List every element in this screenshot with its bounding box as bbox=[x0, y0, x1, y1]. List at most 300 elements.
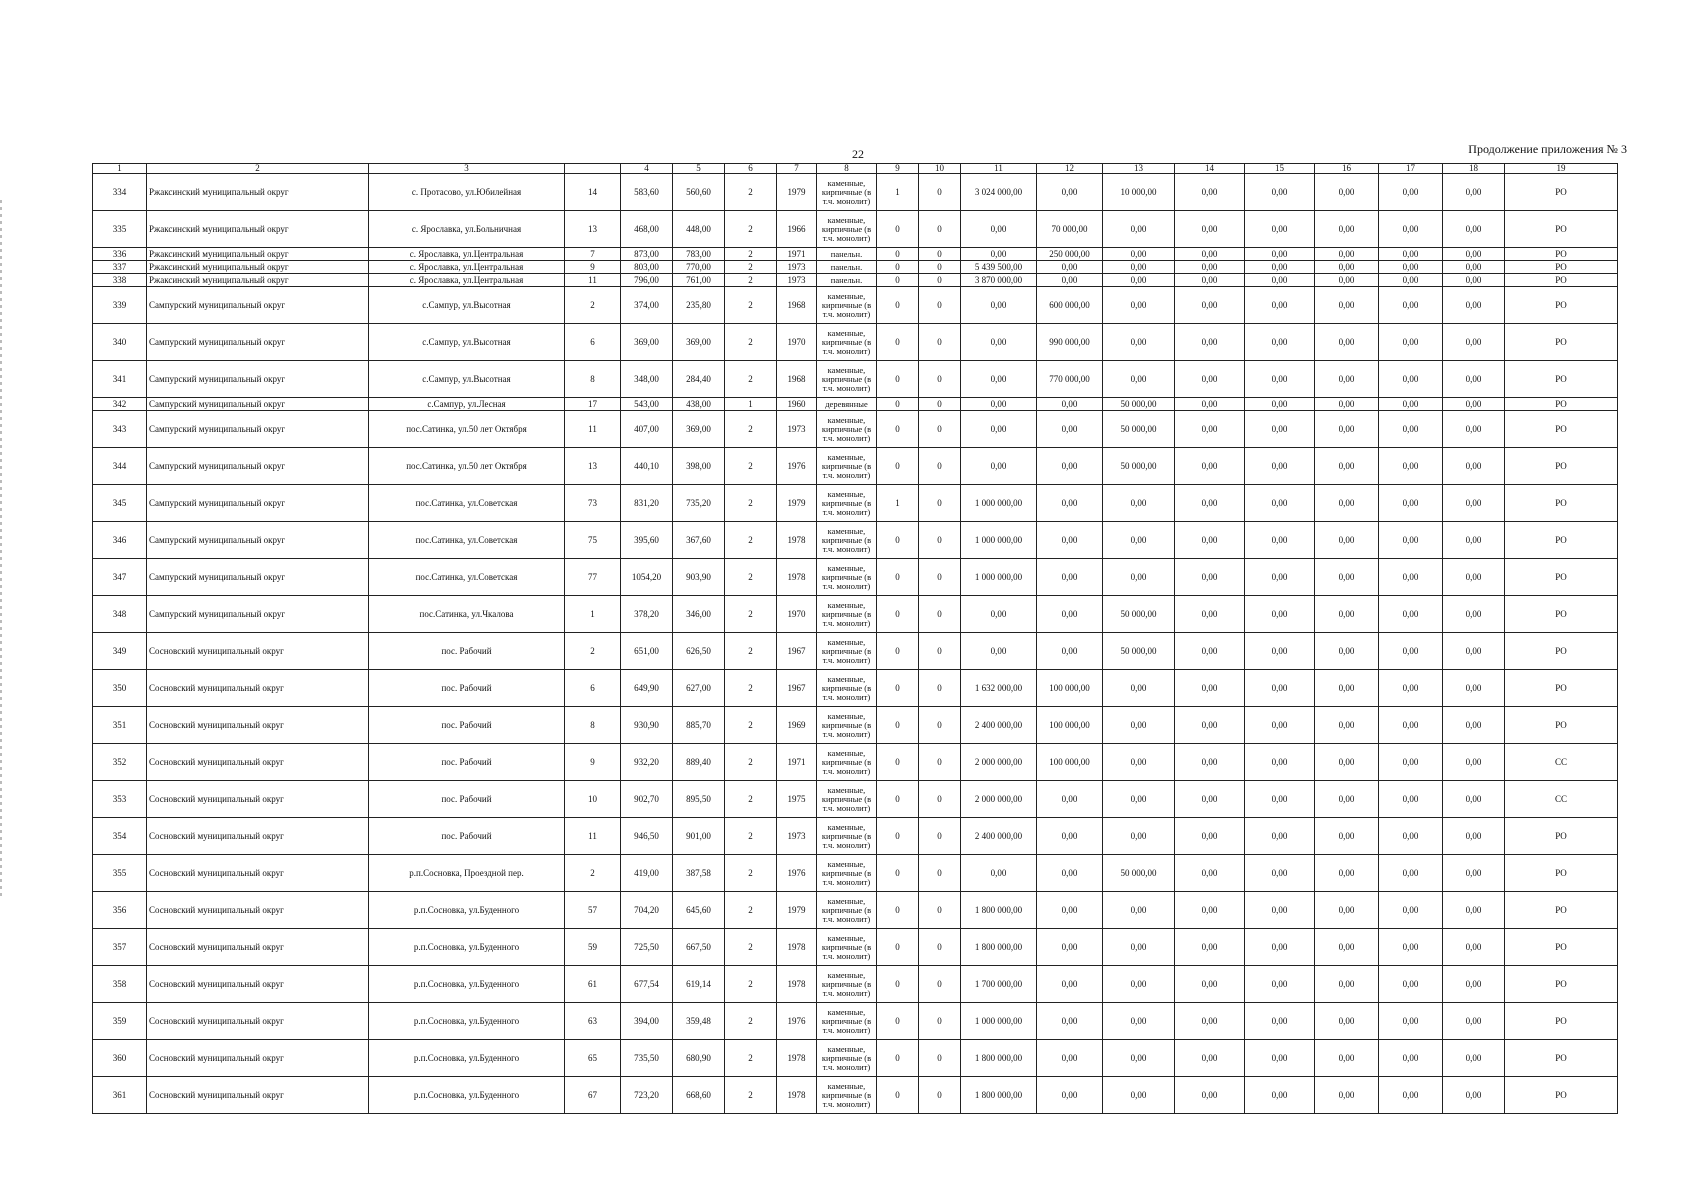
table-row bbox=[93, 855, 1618, 892]
col-6-value: 2 bbox=[725, 707, 777, 744]
col-5-value: 667,50 bbox=[673, 929, 725, 966]
column-number: 16 bbox=[1315, 164, 1379, 174]
table-row bbox=[93, 670, 1618, 707]
col-15-amount: 0,00 bbox=[1245, 411, 1315, 448]
col-15-amount: 0,00 bbox=[1245, 781, 1315, 818]
col-5-value: 903,90 bbox=[673, 559, 725, 596]
house-number: 17 bbox=[565, 398, 621, 411]
col-12-amount: 0,00 bbox=[1037, 596, 1103, 633]
col-12-amount: 0,00 bbox=[1037, 855, 1103, 892]
district-name: Ржаксинский муниципальный округ bbox=[147, 211, 369, 248]
district-name: Ржаксинский муниципальный округ bbox=[147, 174, 369, 211]
col-5-value: 770,00 bbox=[673, 261, 725, 274]
col-10-value: 0 bbox=[919, 855, 961, 892]
house-number: 63 bbox=[565, 1003, 621, 1040]
col-18-amount: 0,00 bbox=[1443, 211, 1505, 248]
district-name: Ржаксинский муниципальный округ bbox=[147, 248, 369, 261]
col-18-amount: 0,00 bbox=[1443, 596, 1505, 633]
col-12-amount: 0,00 bbox=[1037, 559, 1103, 596]
col-11-amount: 0,00 bbox=[961, 855, 1037, 892]
col-13-amount: 0,00 bbox=[1103, 559, 1175, 596]
col-4-value: 651,00 bbox=[621, 633, 673, 670]
col-17-amount: 0,00 bbox=[1379, 174, 1443, 211]
col-14-amount: 0,00 bbox=[1175, 324, 1245, 361]
col-15-amount: 0,00 bbox=[1245, 1040, 1315, 1077]
year-built: 1978 bbox=[777, 1040, 817, 1077]
col-5-value: 901,00 bbox=[673, 818, 725, 855]
year-built: 1978 bbox=[777, 1077, 817, 1114]
col-15-amount: 0,00 bbox=[1245, 707, 1315, 744]
col-10-value: 0 bbox=[919, 248, 961, 261]
col-4-value: 803,00 bbox=[621, 261, 673, 274]
col-14-amount: 0,00 bbox=[1175, 1003, 1245, 1040]
col-4-value: 407,00 bbox=[621, 411, 673, 448]
year-built: 1979 bbox=[777, 174, 817, 211]
house-number: 13 bbox=[565, 448, 621, 485]
wall-material: каменные, кирпичные (в т.ч. монолит) bbox=[817, 411, 877, 448]
house-number: 2 bbox=[565, 287, 621, 324]
col-14-amount: 0,00 bbox=[1175, 248, 1245, 261]
district-name: Сампурский муниципальный округ bbox=[147, 361, 369, 398]
col-4-value: 378,20 bbox=[621, 596, 673, 633]
col-11-amount: 2 000 000,00 bbox=[961, 781, 1037, 818]
col-15-amount: 0,00 bbox=[1245, 670, 1315, 707]
col-9-value: 0 bbox=[877, 324, 919, 361]
col-10-value: 0 bbox=[919, 1003, 961, 1040]
col-17-amount: 0,00 bbox=[1379, 1040, 1443, 1077]
year-built: 1975 bbox=[777, 781, 817, 818]
table-row bbox=[93, 411, 1618, 448]
year-built: 1966 bbox=[777, 211, 817, 248]
row-number: 357 bbox=[93, 929, 147, 966]
col-14-amount: 0,00 bbox=[1175, 485, 1245, 522]
wall-material: каменные, кирпичные (в т.ч. монолит) bbox=[817, 1077, 877, 1114]
wall-material: каменные, кирпичные (в т.ч. монолит) bbox=[817, 559, 877, 596]
wall-material: каменные, кирпичные (в т.ч. монолит) bbox=[817, 707, 877, 744]
col-15-amount: 0,00 bbox=[1245, 818, 1315, 855]
col-15-amount: 0,00 bbox=[1245, 324, 1315, 361]
col-16-amount: 0,00 bbox=[1315, 892, 1379, 929]
col-16-amount: 0,00 bbox=[1315, 559, 1379, 596]
col-11-amount: 3 024 000,00 bbox=[961, 174, 1037, 211]
column-number: 3 bbox=[369, 164, 565, 174]
wall-material: каменные, кирпичные (в т.ч. монолит) bbox=[817, 287, 877, 324]
col-4-value: 873,00 bbox=[621, 248, 673, 261]
col-4-value: 725,50 bbox=[621, 929, 673, 966]
col-18-amount: 0,00 bbox=[1443, 287, 1505, 324]
row-number: 340 bbox=[93, 324, 147, 361]
table-row bbox=[93, 744, 1618, 781]
col-12-amount: 0,00 bbox=[1037, 522, 1103, 559]
district-name: Сосновский муниципальный округ bbox=[147, 892, 369, 929]
house-number: 59 bbox=[565, 929, 621, 966]
row-number: 352 bbox=[93, 744, 147, 781]
district-name: Сампурский муниципальный округ bbox=[147, 287, 369, 324]
col-13-amount: 0,00 bbox=[1103, 274, 1175, 287]
col-18-amount: 0,00 bbox=[1443, 261, 1505, 274]
col-15-amount: 0,00 bbox=[1245, 211, 1315, 248]
col-10-value: 0 bbox=[919, 892, 961, 929]
wall-material: каменные, кирпичные (в т.ч. монолит) bbox=[817, 485, 877, 522]
col-9-value: 0 bbox=[877, 274, 919, 287]
col-10-value: 0 bbox=[919, 670, 961, 707]
column-number: 9 bbox=[877, 164, 919, 174]
year-built: 1979 bbox=[777, 485, 817, 522]
house-number: 10 bbox=[565, 781, 621, 818]
year-built: 1976 bbox=[777, 1003, 817, 1040]
address: пос.Сатинка, ул.Советская bbox=[369, 559, 565, 596]
col-17-amount: 0,00 bbox=[1379, 744, 1443, 781]
col-16-amount: 0,00 bbox=[1315, 287, 1379, 324]
col-15-amount: 0,00 bbox=[1245, 287, 1315, 324]
col-4-value: 543,00 bbox=[621, 398, 673, 411]
wall-material: каменные, кирпичные (в т.ч. монолит) bbox=[817, 781, 877, 818]
col-18-amount: 0,00 bbox=[1443, 707, 1505, 744]
district-name: Сосновский муниципальный округ bbox=[147, 707, 369, 744]
table-row bbox=[93, 211, 1618, 248]
wall-material: каменные, кирпичные (в т.ч. монолит) bbox=[817, 892, 877, 929]
col-14-amount: 0,00 bbox=[1175, 1077, 1245, 1114]
row-number: 346 bbox=[93, 522, 147, 559]
col-15-amount: 0,00 bbox=[1245, 274, 1315, 287]
col-9-value: 0 bbox=[877, 707, 919, 744]
table-row bbox=[93, 892, 1618, 929]
table-row bbox=[93, 818, 1618, 855]
col-17-amount: 0,00 bbox=[1379, 448, 1443, 485]
col-16-amount: 0,00 bbox=[1315, 274, 1379, 287]
col-11-amount: 1 800 000,00 bbox=[961, 1077, 1037, 1114]
col-9-value: 0 bbox=[877, 448, 919, 485]
year-built: 1976 bbox=[777, 855, 817, 892]
col-12-amount: 0,00 bbox=[1037, 411, 1103, 448]
register-table bbox=[92, 163, 1618, 1114]
col-9-value: 0 bbox=[877, 818, 919, 855]
col-13-amount: 0,00 bbox=[1103, 287, 1175, 324]
col-10-value: 0 bbox=[919, 522, 961, 559]
col-5-value: 346,00 bbox=[673, 596, 725, 633]
col-12-amount: 0,00 bbox=[1037, 485, 1103, 522]
address: р.п.Сосновка, ул.Буденного bbox=[369, 1003, 565, 1040]
col-19-code: РО bbox=[1505, 324, 1618, 361]
col-11-amount: 1 800 000,00 bbox=[961, 892, 1037, 929]
col-19-code: РО bbox=[1505, 522, 1618, 559]
house-number: 73 bbox=[565, 485, 621, 522]
house-number: 2 bbox=[565, 855, 621, 892]
district-name: Ржаксинский муниципальный округ bbox=[147, 261, 369, 274]
col-12-amount: 0,00 bbox=[1037, 1077, 1103, 1114]
house-number: 57 bbox=[565, 892, 621, 929]
column-number: 7 bbox=[777, 164, 817, 174]
col-6-value: 2 bbox=[725, 781, 777, 818]
col-13-amount: 0,00 bbox=[1103, 361, 1175, 398]
col-18-amount: 0,00 bbox=[1443, 1003, 1505, 1040]
address: пос.Сатинка, ул.Советская bbox=[369, 522, 565, 559]
col-4-value: 419,00 bbox=[621, 855, 673, 892]
col-19-code: РО bbox=[1505, 485, 1618, 522]
col-19-code: РО bbox=[1505, 398, 1618, 411]
col-12-amount: 0,00 bbox=[1037, 261, 1103, 274]
col-4-value: 796,00 bbox=[621, 274, 673, 287]
address: пос. Рабочий bbox=[369, 781, 565, 818]
address: пос. Рабочий bbox=[369, 818, 565, 855]
col-6-value: 2 bbox=[725, 670, 777, 707]
col-4-value: 932,20 bbox=[621, 744, 673, 781]
row-number: 347 bbox=[93, 559, 147, 596]
address: пос. Рабочий bbox=[369, 744, 565, 781]
col-6-value: 2 bbox=[725, 818, 777, 855]
row-number: 360 bbox=[93, 1040, 147, 1077]
column-number bbox=[565, 164, 621, 174]
col-11-amount: 0,00 bbox=[961, 398, 1037, 411]
col-17-amount: 0,00 bbox=[1379, 248, 1443, 261]
col-19-code: РО bbox=[1505, 892, 1618, 929]
col-11-amount: 0,00 bbox=[961, 361, 1037, 398]
address: с. Ярославка, ул.Центральная bbox=[369, 261, 565, 274]
row-number: 350 bbox=[93, 670, 147, 707]
col-16-amount: 0,00 bbox=[1315, 818, 1379, 855]
district-name: Сосновский муниципальный округ bbox=[147, 818, 369, 855]
year-built: 1971 bbox=[777, 744, 817, 781]
col-11-amount: 0,00 bbox=[961, 211, 1037, 248]
wall-material: панельн. bbox=[817, 261, 877, 274]
address: с. Ярославка, ул.Больничная bbox=[369, 211, 565, 248]
col-19-code: РО bbox=[1505, 1003, 1618, 1040]
col-10-value: 0 bbox=[919, 633, 961, 670]
col-11-amount: 1 800 000,00 bbox=[961, 929, 1037, 966]
col-6-value: 2 bbox=[725, 929, 777, 966]
col-18-amount: 0,00 bbox=[1443, 1077, 1505, 1114]
house-number: 77 bbox=[565, 559, 621, 596]
col-6-value: 2 bbox=[725, 559, 777, 596]
col-14-amount: 0,00 bbox=[1175, 633, 1245, 670]
col-11-amount: 1 000 000,00 bbox=[961, 522, 1037, 559]
col-10-value: 0 bbox=[919, 485, 961, 522]
col-4-value: 723,20 bbox=[621, 1077, 673, 1114]
wall-material: каменные, кирпичные (в т.ч. монолит) bbox=[817, 361, 877, 398]
table-row bbox=[93, 1003, 1618, 1040]
col-11-amount: 1 700 000,00 bbox=[961, 966, 1037, 1003]
col-18-amount: 0,00 bbox=[1443, 361, 1505, 398]
col-17-amount: 0,00 bbox=[1379, 1003, 1443, 1040]
col-15-amount: 0,00 bbox=[1245, 174, 1315, 211]
year-built: 1968 bbox=[777, 287, 817, 324]
col-6-value: 1 bbox=[725, 398, 777, 411]
col-17-amount: 0,00 bbox=[1379, 892, 1443, 929]
table-row bbox=[93, 361, 1618, 398]
col-5-value: 619,14 bbox=[673, 966, 725, 1003]
col-16-amount: 0,00 bbox=[1315, 411, 1379, 448]
col-9-value: 0 bbox=[877, 1077, 919, 1114]
col-5-value: 668,60 bbox=[673, 1077, 725, 1114]
col-16-amount: 0,00 bbox=[1315, 1040, 1379, 1077]
col-4-value: 583,60 bbox=[621, 174, 673, 211]
year-built: 1960 bbox=[777, 398, 817, 411]
house-number: 13 bbox=[565, 211, 621, 248]
wall-material: каменные, кирпичные (в т.ч. монолит) bbox=[817, 966, 877, 1003]
wall-material: каменные, кирпичные (в т.ч. монолит) bbox=[817, 596, 877, 633]
house-number: 61 bbox=[565, 966, 621, 1003]
col-19-code: РО bbox=[1505, 448, 1618, 485]
col-17-amount: 0,00 bbox=[1379, 707, 1443, 744]
address: р.п.Сосновка, ул.Буденного bbox=[369, 892, 565, 929]
column-number: 5 bbox=[673, 164, 725, 174]
col-15-amount: 0,00 bbox=[1245, 522, 1315, 559]
col-9-value: 0 bbox=[877, 361, 919, 398]
col-10-value: 0 bbox=[919, 211, 961, 248]
district-name: Сампурский муниципальный округ bbox=[147, 522, 369, 559]
col-4-value: 1054,20 bbox=[621, 559, 673, 596]
col-18-amount: 0,00 bbox=[1443, 411, 1505, 448]
col-14-amount: 0,00 bbox=[1175, 522, 1245, 559]
col-11-amount: 3 870 000,00 bbox=[961, 274, 1037, 287]
page-number: 22 bbox=[852, 147, 864, 161]
col-17-amount: 0,00 bbox=[1379, 485, 1443, 522]
col-12-amount: 100 000,00 bbox=[1037, 670, 1103, 707]
col-6-value: 2 bbox=[725, 855, 777, 892]
col-10-value: 0 bbox=[919, 818, 961, 855]
row-number: 361 bbox=[93, 1077, 147, 1114]
col-18-amount: 0,00 bbox=[1443, 398, 1505, 411]
address: с. Ярославка, ул.Центральная bbox=[369, 248, 565, 261]
row-number: 341 bbox=[93, 361, 147, 398]
col-14-amount: 0,00 bbox=[1175, 744, 1245, 781]
district-name: Сампурский муниципальный округ bbox=[147, 596, 369, 633]
col-16-amount: 0,00 bbox=[1315, 248, 1379, 261]
col-12-amount: 0,00 bbox=[1037, 274, 1103, 287]
district-name: Сосновский муниципальный округ bbox=[147, 1077, 369, 1114]
district-name: Сосновский муниципальный округ bbox=[147, 781, 369, 818]
col-11-amount: 0,00 bbox=[961, 448, 1037, 485]
wall-material: каменные, кирпичные (в т.ч. монолит) bbox=[817, 818, 877, 855]
district-name: Сосновский муниципальный округ bbox=[147, 633, 369, 670]
col-17-amount: 0,00 bbox=[1379, 398, 1443, 411]
col-19-code: РО bbox=[1505, 966, 1618, 1003]
col-9-value: 0 bbox=[877, 287, 919, 324]
col-6-value: 2 bbox=[725, 174, 777, 211]
col-9-value: 0 bbox=[877, 966, 919, 1003]
col-14-amount: 0,00 bbox=[1175, 287, 1245, 324]
col-18-amount: 0,00 bbox=[1443, 744, 1505, 781]
col-12-amount: 0,00 bbox=[1037, 398, 1103, 411]
col-10-value: 0 bbox=[919, 559, 961, 596]
col-13-amount: 0,00 bbox=[1103, 670, 1175, 707]
col-10-value: 0 bbox=[919, 1040, 961, 1077]
col-6-value: 2 bbox=[725, 448, 777, 485]
col-5-value: 560,60 bbox=[673, 174, 725, 211]
wall-material: каменные, кирпичные (в т.ч. монолит) bbox=[817, 633, 877, 670]
col-6-value: 2 bbox=[725, 485, 777, 522]
col-5-value: 448,00 bbox=[673, 211, 725, 248]
col-16-amount: 0,00 bbox=[1315, 398, 1379, 411]
address: пос.Сатинка, ул.50 лет Октября bbox=[369, 448, 565, 485]
col-10-value: 0 bbox=[919, 261, 961, 274]
col-9-value: 0 bbox=[877, 1003, 919, 1040]
district-name: Сосновский муниципальный округ bbox=[147, 929, 369, 966]
year-built: 1973 bbox=[777, 261, 817, 274]
col-13-amount: 50 000,00 bbox=[1103, 855, 1175, 892]
row-number: 358 bbox=[93, 966, 147, 1003]
column-number-row bbox=[93, 164, 1618, 174]
address: с.Сампур, ул.Высотная bbox=[369, 324, 565, 361]
col-18-amount: 0,00 bbox=[1443, 781, 1505, 818]
col-4-value: 468,00 bbox=[621, 211, 673, 248]
col-18-amount: 0,00 bbox=[1443, 892, 1505, 929]
col-14-amount: 0,00 bbox=[1175, 707, 1245, 744]
col-13-amount: 0,00 bbox=[1103, 781, 1175, 818]
col-9-value: 0 bbox=[877, 670, 919, 707]
col-14-amount: 0,00 bbox=[1175, 929, 1245, 966]
col-19-code: РО bbox=[1505, 211, 1618, 248]
house-number: 8 bbox=[565, 361, 621, 398]
col-9-value: 0 bbox=[877, 261, 919, 274]
col-14-amount: 0,00 bbox=[1175, 448, 1245, 485]
col-13-amount: 0,00 bbox=[1103, 211, 1175, 248]
col-18-amount: 0,00 bbox=[1443, 324, 1505, 361]
col-15-amount: 0,00 bbox=[1245, 261, 1315, 274]
col-14-amount: 0,00 bbox=[1175, 361, 1245, 398]
col-14-amount: 0,00 bbox=[1175, 670, 1245, 707]
address: р.п.Сосновка, ул.Буденного bbox=[369, 966, 565, 1003]
col-17-amount: 0,00 bbox=[1379, 966, 1443, 1003]
col-14-amount: 0,00 bbox=[1175, 818, 1245, 855]
col-16-amount: 0,00 bbox=[1315, 744, 1379, 781]
col-12-amount: 0,00 bbox=[1037, 174, 1103, 211]
col-17-amount: 0,00 bbox=[1379, 670, 1443, 707]
col-4-value: 704,20 bbox=[621, 892, 673, 929]
address: пос. Рабочий bbox=[369, 707, 565, 744]
col-18-amount: 0,00 bbox=[1443, 485, 1505, 522]
col-18-amount: 0,00 bbox=[1443, 522, 1505, 559]
house-number: 11 bbox=[565, 411, 621, 448]
wall-material: каменные, кирпичные (в т.ч. монолит) bbox=[817, 670, 877, 707]
row-number: 355 bbox=[93, 855, 147, 892]
row-number: 349 bbox=[93, 633, 147, 670]
col-6-value: 2 bbox=[725, 324, 777, 361]
address: пос.Сатинка, ул.50 лет Октября bbox=[369, 411, 565, 448]
col-4-value: 649,90 bbox=[621, 670, 673, 707]
col-10-value: 0 bbox=[919, 324, 961, 361]
row-number: 335 bbox=[93, 211, 147, 248]
col-19-code: РО bbox=[1505, 707, 1618, 744]
row-number: 351 bbox=[93, 707, 147, 744]
address: пос. Рабочий bbox=[369, 670, 565, 707]
col-19-code: РО bbox=[1505, 174, 1618, 211]
wall-material: каменные, кирпичные (в т.ч. монолит) bbox=[817, 929, 877, 966]
col-17-amount: 0,00 bbox=[1379, 361, 1443, 398]
table-row bbox=[93, 929, 1618, 966]
col-16-amount: 0,00 bbox=[1315, 966, 1379, 1003]
col-15-amount: 0,00 bbox=[1245, 744, 1315, 781]
year-built: 1978 bbox=[777, 559, 817, 596]
wall-material: каменные, кирпичные (в т.ч. монолит) bbox=[817, 1003, 877, 1040]
col-16-amount: 0,00 bbox=[1315, 929, 1379, 966]
district-name: Сосновский муниципальный округ bbox=[147, 670, 369, 707]
col-6-value: 2 bbox=[725, 361, 777, 398]
col-17-amount: 0,00 bbox=[1379, 522, 1443, 559]
col-12-amount: 990 000,00 bbox=[1037, 324, 1103, 361]
col-16-amount: 0,00 bbox=[1315, 1003, 1379, 1040]
address: пос. Рабочий bbox=[369, 633, 565, 670]
row-number: 359 bbox=[93, 1003, 147, 1040]
col-13-amount: 0,00 bbox=[1103, 1077, 1175, 1114]
district-name: Сосновский муниципальный округ bbox=[147, 744, 369, 781]
col-11-amount: 0,00 bbox=[961, 287, 1037, 324]
col-5-value: 369,00 bbox=[673, 324, 725, 361]
col-5-value: 438,00 bbox=[673, 398, 725, 411]
column-number: 15 bbox=[1245, 164, 1315, 174]
year-built: 1967 bbox=[777, 633, 817, 670]
col-19-code: РО bbox=[1505, 559, 1618, 596]
